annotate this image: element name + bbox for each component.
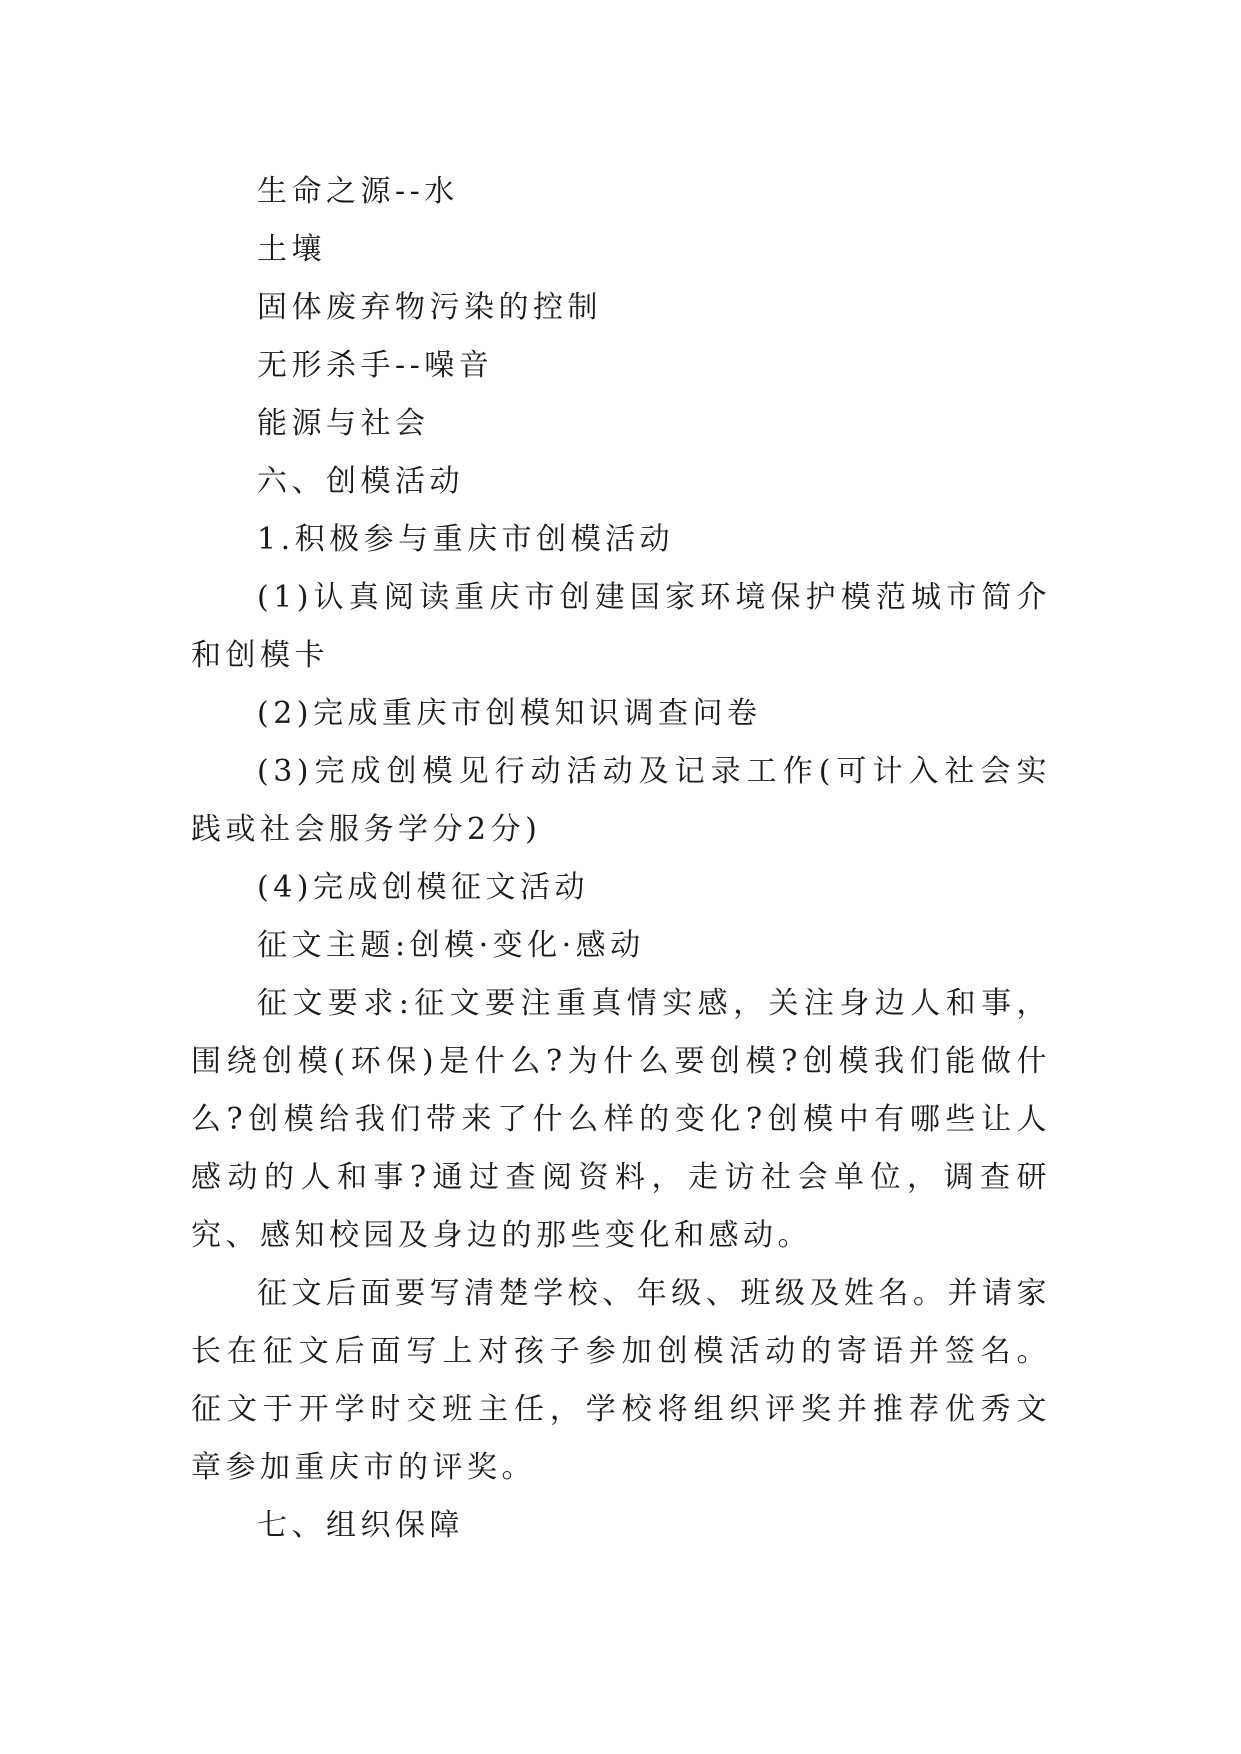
- essay-submission-note: 征文后面要写清楚学校、年级、班级及姓名。并请家长在征文后面写上对孩子参加创模活动的寄语并签名。征文于开学时交班主任，学校将组织评奖并推荐优秀文章参加重庆市的评奖。: [191, 1276, 1051, 1485]
- topic-noise: 无形杀手--噪音: [257, 348, 494, 383]
- list-item-3: (3)完成创模见行动活动及记录工作(可计入社会实践或社会服务学分2分): [191, 754, 1051, 847]
- document-body: [191, 163, 1051, 1555]
- topic-water: 生命之源--水: [257, 174, 459, 209]
- section-heading-7: 七、组织保障: [257, 1508, 464, 1543]
- list-item-2: (2)完成重庆市创模知识调查问卷: [257, 696, 762, 731]
- essay-requirements: 征文要求:征文要注重真情实感，关注身边人和事，围绕创模(环保)是什么?为什么要创模?创模我们能做什么?创模给我们带来了什么样的变化?创模中有哪些让人感动的人和事?通过查阅资料，走访社会单位，调查研究、感知校园及身边的那些变化和感动。: [191, 986, 1051, 1253]
- subsection-heading-1: 1.积极参与重庆市创模活动: [257, 522, 675, 557]
- essay-theme: 征文主题:创模·变化·感动: [257, 928, 645, 963]
- section-heading-6: 六、创模活动: [257, 464, 464, 499]
- list-item-1: (1)认真阅读重庆市创建国家环境保护模范城市简介和创模卡: [191, 580, 1051, 673]
- topic-soil: 土壤: [257, 232, 326, 267]
- topic-energy: 能源与社会: [257, 406, 430, 441]
- list-item-4: (4)完成创模征文活动: [257, 870, 589, 905]
- topic-solid-waste: 固体废弃物污染的控制: [257, 290, 602, 325]
